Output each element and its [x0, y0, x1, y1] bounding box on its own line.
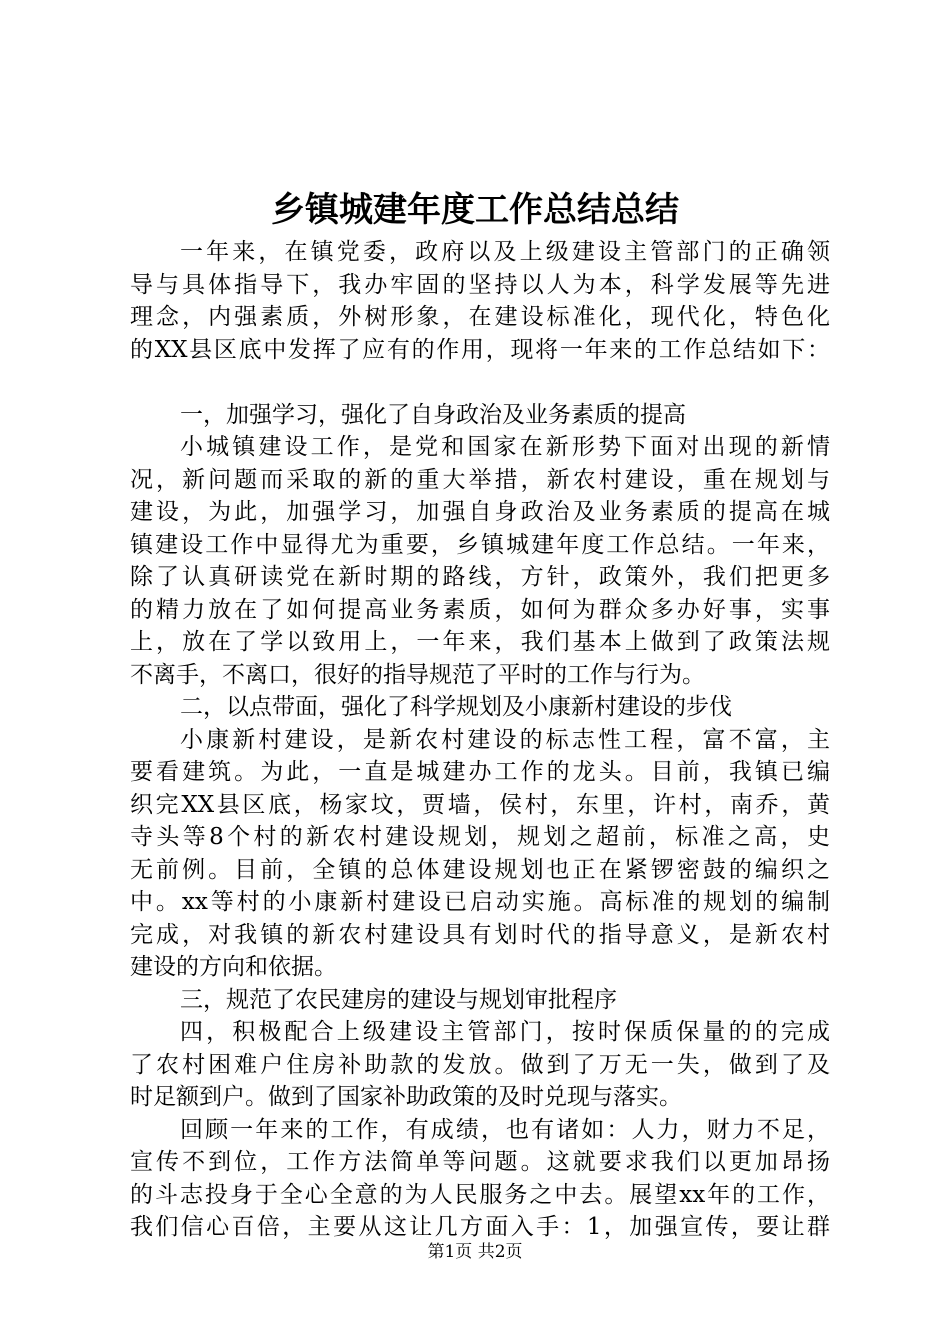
text-line: 不离手，不离口，很好的指导规范了平时的工作与行为。 — [130, 661, 705, 688]
text-line: 小城镇建设工作，是党和国家在新形势下面对出现的新情 — [180, 434, 830, 460]
text-line: 织完XX县区底，杨家坟，贾墙，侯村，东里，许村，南乔，黄 — [130, 791, 830, 818]
text-line: 镇建设工作中显得尤为重要，乡镇城建年度工作总结。一年来， — [130, 531, 830, 558]
text-line: 的XX县区底中发挥了应有的作用，现将一年来的工作总结如下： — [130, 336, 830, 363]
text-line: 了农村困难户住房补助款的发放。做到了万无一失，做到了及 — [130, 1051, 830, 1078]
text-line: 小康新村建设，是新农村建设的标志性工程，富不富，主 — [180, 726, 830, 753]
text-line: 无前例。目前，全镇的总体建设规划也正在紧锣密鼓的编织之 — [130, 856, 830, 883]
text-line: 回顾一年来的工作，有成绩，也有诸如：人力，财力不足， — [180, 1116, 830, 1143]
text-line: 时足额到户。做到了国家补助政策的及时兑现与落实。 — [130, 1084, 682, 1110]
text-line: 要看建筑。为此，一直是城建办工作的龙头。目前，我镇已编 — [130, 759, 830, 785]
text-line: 建设的方向和依据。 — [130, 954, 337, 980]
text-line: 除了认真研读党在新时期的路线，方针，政策外，我们把更多 — [130, 564, 830, 590]
text-line: 一年来，在镇党委，政府以及上级建设主管部门的正确领 — [180, 239, 830, 265]
text-line: 中。xx等村的小康新村建设已启动实施。高标准的规划的编制 — [130, 889, 830, 915]
text-line: 的斗志投身于全心全意的为人民服务之中去。展望xx年的工作， — [130, 1181, 830, 1208]
text-line: 的精力放在了如何提高业务素质，如何为群众多办好事，实事 — [130, 596, 830, 623]
text-line: 我们信心百倍，主要从这让几方面入手：1，加强宣传，要让群 — [130, 1214, 830, 1240]
document-body — [130, 236, 830, 1244]
text-line: 四，积极配合上级建设主管部门，按时保质保量的的完成 — [180, 1019, 830, 1045]
page-footer: 第1页 共2页 — [427, 1242, 523, 1262]
text-line: 况，新问题而采取的新的重大举措，新农村建设，重在规划与 — [130, 466, 830, 493]
text-line: 完成，对我镇的新农村建设具有划时代的指导意义，是新农村 — [130, 921, 830, 948]
text-line: 理念，内强素质，外树形象，在建设标准化，现代化，特色化 — [130, 304, 830, 330]
text-line: 建设，为此，加强学习，加强自身政治及业务素质的提高在城 — [130, 499, 830, 525]
text-line: 导与具体指导下，我办牢固的坚持以人为本，科学发展等先进 — [130, 271, 830, 298]
text-line: 三，规范了农民建房的建设与规划审批程序 — [180, 986, 617, 1013]
text-line — [130, 366, 830, 399]
text-line: 一，加强学习，强化了自身政治及业务素质的提高 — [180, 401, 686, 428]
text-line: 二，以点带面，强化了科学规划及小康新村建设的步伐 — [180, 694, 732, 720]
text-line: 寺头等8个村的新农村建设规划，规划之超前，标准之高，史 — [130, 824, 830, 850]
text-line: 宣传不到位，工作方法简单等问题。这就要求我们以更加昂扬 — [130, 1149, 830, 1175]
text-line: 上，放在了学以致用上，一年来，我们基本上做到了政策法规 — [130, 629, 830, 655]
document-title: 乡镇城建年度工作总结总结 — [271, 190, 679, 230]
